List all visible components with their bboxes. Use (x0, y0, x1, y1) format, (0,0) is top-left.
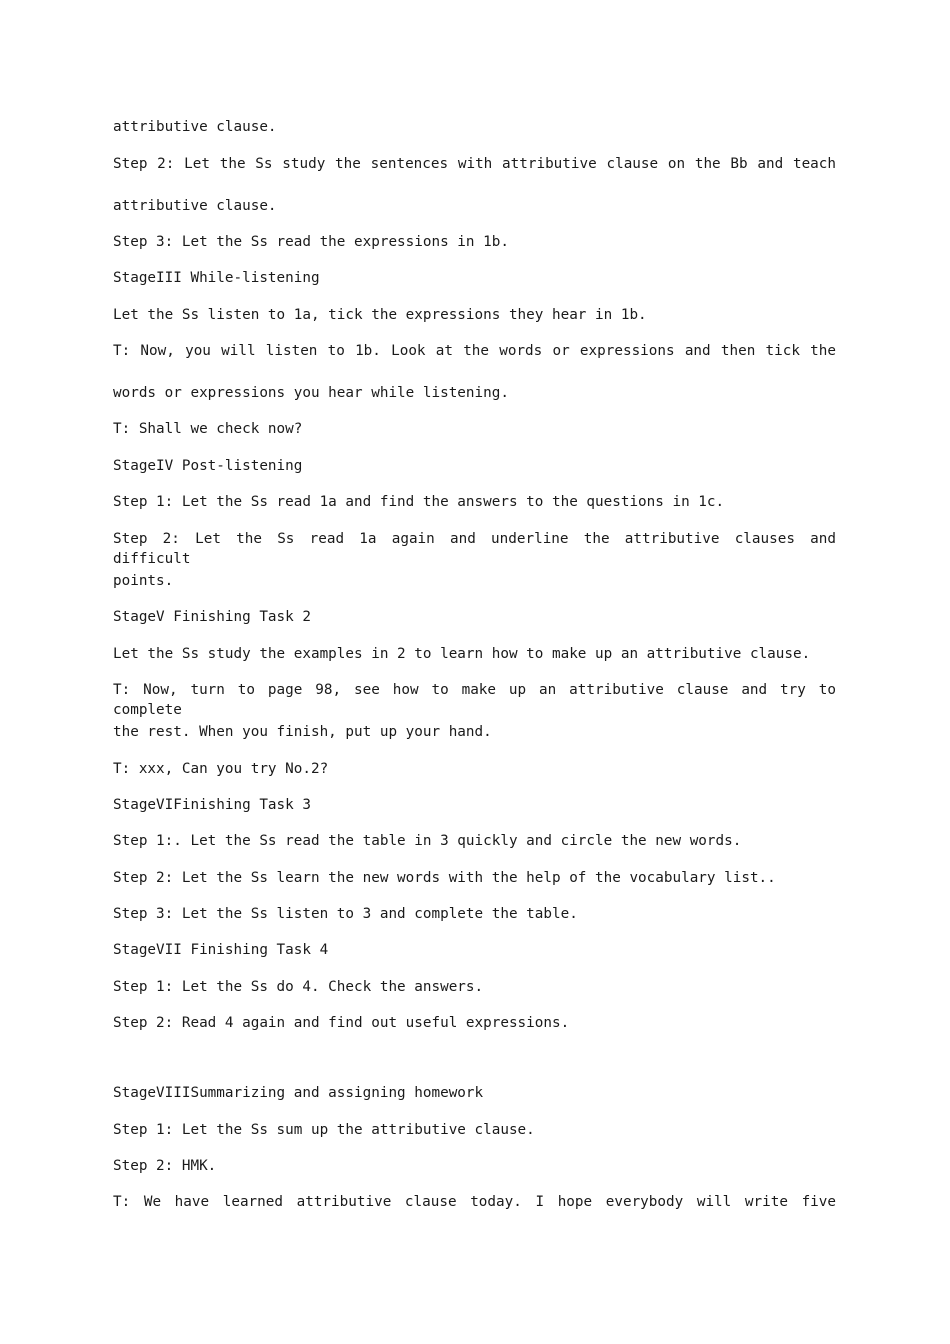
text-line: Step 1: Let the Ss sum up the attributive clause. (113, 1122, 535, 1138)
text-line: T: Now, turn to page 98, see how to make up an attributive clause and try to complete (113, 682, 836, 718)
stage-heading: StageV Finishing Task 2 (113, 609, 311, 625)
text-line: Step 2: Let the Ss study the sentences with attributive clause on the Bb and teach (113, 156, 836, 172)
text-line: T: Now, you will listen to 1b. Look at the words or expressions and then tick the (113, 343, 836, 359)
text-line: Step 2: Let the Ss read 1a again and underline the attributive clauses and difficult (113, 531, 836, 567)
stage-heading: StageVII Finishing Task 4 (113, 942, 329, 958)
stage-heading: StageIII While-listening (113, 270, 320, 286)
text-line: Step 2: Read 4 again and find out useful expressions. (113, 1015, 570, 1031)
text-line: Step 1: Let the Ss read 1a and find the answers to the questions in 1c. (113, 494, 725, 510)
text-line: Step 1: Let the Ss do 4. Check the answers. (113, 979, 484, 995)
text-line: T: xxx, Can you try No.2? (113, 761, 329, 777)
text-line: attributive clause. (113, 119, 277, 135)
text-line: Step 2: Let the Ss learn the new words with the help of the vocabulary list.. (113, 870, 776, 886)
stage-heading: StageVIIISummarizing and assigning homework (113, 1085, 484, 1101)
text-line: attributive clause. (113, 198, 277, 214)
text-line: the rest. When you finish, put up your hand. (113, 724, 492, 740)
text-line: words or expressions you hear while listening. (113, 385, 509, 401)
stage-heading: StageVIFinishing Task 3 (113, 797, 311, 813)
text-line: T: We have learned attributive clause today. I hope everybody will write five (113, 1194, 836, 1210)
text-line: Let the Ss listen to 1a, tick the expressions they hear in 1b. (113, 307, 647, 323)
text-line: Step 1:. Let the Ss read the table in 3 quickly and circle the new words. (113, 833, 742, 849)
stage-heading: StageIV Post-listening (113, 458, 303, 474)
text-line: Step 3: Let the Ss listen to 3 and complete the table. (113, 906, 578, 922)
text-line: points. (113, 573, 174, 589)
text-line: Step 3: Let the Ss read the expressions in 1b. (113, 234, 509, 250)
text-line: Step 2: HMK. (113, 1158, 217, 1174)
text-line: T: Shall we check now? (113, 421, 303, 437)
text-line: Let the Ss study the examples in 2 to learn how to make up an attributive clause. (113, 646, 811, 662)
